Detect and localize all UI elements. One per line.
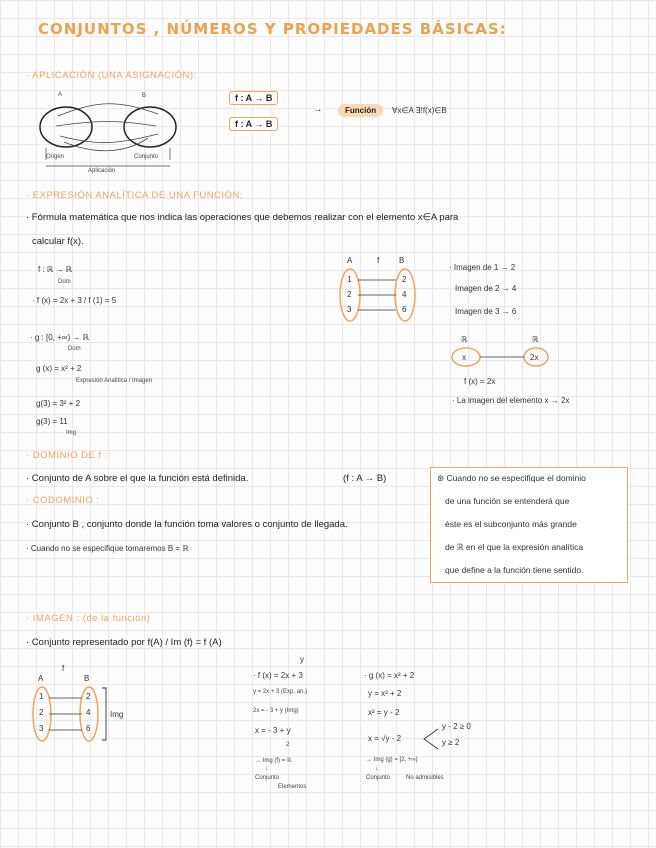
- note-line-2: de una función se entenderá que: [445, 496, 570, 506]
- g-expression-note: Expresión Analítica / Imagen: [76, 378, 153, 384]
- f-col-line-4: x = - 3 + y: [255, 726, 291, 735]
- f-expression: · f (x) = 2x + 3 / f (1) = 5: [32, 296, 117, 305]
- map1-a-2: 2: [347, 290, 352, 299]
- note-line-5: que define a la función tiene sentido.: [445, 565, 584, 575]
- map2-img-label: Img: [110, 710, 124, 719]
- la-imagen-note: · La imagen del elemento x → 2x: [452, 396, 570, 405]
- set-b-label: B: [142, 93, 147, 99]
- f-col-line-6: ↓: [265, 766, 268, 772]
- codominio-heading: · CODOMINIO :: [26, 495, 100, 506]
- codominio-line-1: · Conjunto B , conjunto donde la función toma valores o conjunto de llegada.: [26, 519, 348, 530]
- f-col-y: y: [300, 655, 304, 664]
- map2-b-1: 2: [86, 692, 91, 701]
- dominio-note-box: [430, 467, 628, 583]
- imagen-of-1: · Imagen de 1 → 2: [449, 263, 516, 272]
- dominio-notation: (f : A → B): [343, 473, 387, 484]
- map1-b-1: 2: [402, 275, 407, 284]
- f-col-line-7: Conjunto: [255, 775, 280, 781]
- aplicacion-heading: · APLICACIÓN (UNA ASIGNACIÓN):: [26, 70, 197, 81]
- imagen-of-3: Imagen de 3 → 6: [455, 307, 517, 316]
- g-col-line-3: x² = y - 2: [368, 708, 400, 717]
- map1-a-1: 1: [347, 275, 352, 284]
- g-definition: · g : [0, +∞) → ℝ: [30, 333, 89, 342]
- aplicacion-caption: Aplicación: [88, 168, 116, 174]
- funcion-pill: Función: [338, 104, 383, 117]
- note-line-4: de ℝ en el que la expresión analítica: [445, 542, 584, 552]
- mapping-box-2: f : A → B: [229, 117, 278, 131]
- imagen-line: · Conjunto representado por f(A) / Im (f) = f (A): [26, 637, 222, 648]
- map1-a-3: 3: [347, 305, 352, 314]
- g3-img-label: Img: [66, 430, 77, 436]
- conjunto-b-label: Conjunto: [134, 154, 159, 160]
- g-col-line-4: x = √y - 2: [368, 734, 402, 743]
- r-left-label: ℝ: [461, 335, 468, 344]
- f-definition: f : ℝ → ℝ: [38, 265, 73, 274]
- map2-a-3: 3: [39, 724, 44, 733]
- expresion-line-2: calcular f(x).: [32, 236, 84, 247]
- f-col-line-2: y = 2x + 3 (Exp. an.): [253, 689, 308, 695]
- imagen-heading: · IMAGEN : (de la función): [26, 613, 151, 624]
- note-line-1: ⊛ Cuando no se especifique el dominio: [437, 473, 586, 483]
- map1-set-b: B: [399, 256, 405, 265]
- note-line-3: éste es el subconjunto más grande: [445, 519, 577, 529]
- f-col-line-1: · f (x) = 2x + 3: [253, 671, 303, 680]
- set-a-label: A: [58, 92, 63, 98]
- expresion-heading: · EXPRESIÓN ANALÍTICA DE UNA FUNCIÓN:: [26, 190, 243, 201]
- x2-value: 2x: [530, 353, 539, 362]
- map2-a-2: 2: [39, 708, 44, 717]
- map2-set-a: A: [38, 674, 44, 683]
- f-col-line-8: Elementos: [278, 784, 307, 790]
- map1-diagram: [338, 270, 428, 330]
- g-col-line-9: Conjunto: [366, 775, 391, 781]
- g-dom-label: Dom: [68, 346, 81, 352]
- f-of-x: f (x) = 2x: [464, 377, 496, 386]
- map2-b-2: 4: [86, 708, 91, 717]
- map2-set-b: B: [84, 674, 90, 683]
- codominio-line-2: · Cuando no se especifique tomaremos B = ℝ: [26, 544, 189, 553]
- g-col-line-10: No admisibles: [406, 775, 444, 781]
- r-right-label: ℝ: [532, 335, 539, 344]
- g-col-brace: [420, 727, 440, 751]
- g-col-line-5: y - 2 ≥ 0: [442, 722, 471, 731]
- funcion-condition: ∀x∈A ∃!f(x)∈B: [392, 106, 447, 115]
- map2-f-label: f: [62, 664, 65, 673]
- f-dom-label: Dom: [58, 279, 71, 285]
- map1-set-a: A: [347, 256, 353, 265]
- page-title: CONJUNTOS , NÚMEROS Y PROPIEDADES BÁSICAS:: [38, 20, 507, 38]
- g-expression: g (x) = x² + 2: [36, 364, 82, 373]
- origen-label: Origen: [46, 154, 65, 160]
- g-col-line-2: y = x² + 2: [368, 689, 402, 698]
- g3-eval: g(3) = 3² + 2: [36, 399, 81, 408]
- x-value: x: [462, 353, 466, 362]
- imagen-of-2: Imagen de 2 → 4: [455, 284, 517, 293]
- f-col-line-4b: 2: [286, 742, 290, 748]
- map2-a-1: 1: [39, 692, 44, 701]
- dominio-heading: · DOMINIO DE f :: [26, 450, 108, 461]
- mapping-box-1: f : A → B: [229, 91, 278, 105]
- f-col-line-3: 2x = - 3 + y (Img): [253, 708, 299, 714]
- f-col-line-5: → Img (f) = ℝ: [255, 758, 292, 764]
- g-col-line-6: y ≥ 2: [442, 738, 460, 747]
- dominio-line: · Conjunto de A sobre el que la función está definida.: [26, 473, 249, 484]
- implies-arrow: →: [313, 104, 323, 115]
- g-col-line-1: · g (x) = x² + 2: [364, 671, 415, 680]
- g-col-line-8: ↓: [375, 766, 378, 772]
- map1-b-2: 4: [402, 290, 407, 299]
- map1-b-3: 6: [402, 305, 407, 314]
- g3-result: g(3) = 11: [36, 417, 68, 426]
- map1-f-label: f: [377, 256, 380, 265]
- g-col-line-7: → Img (g) = [2, +∞): [366, 757, 418, 763]
- map2-b-3: 6: [86, 724, 91, 733]
- expresion-line-1: · Fórmula matemática que nos indica las operaciones que debemos realizar con el elemento x∈A para: [26, 212, 459, 223]
